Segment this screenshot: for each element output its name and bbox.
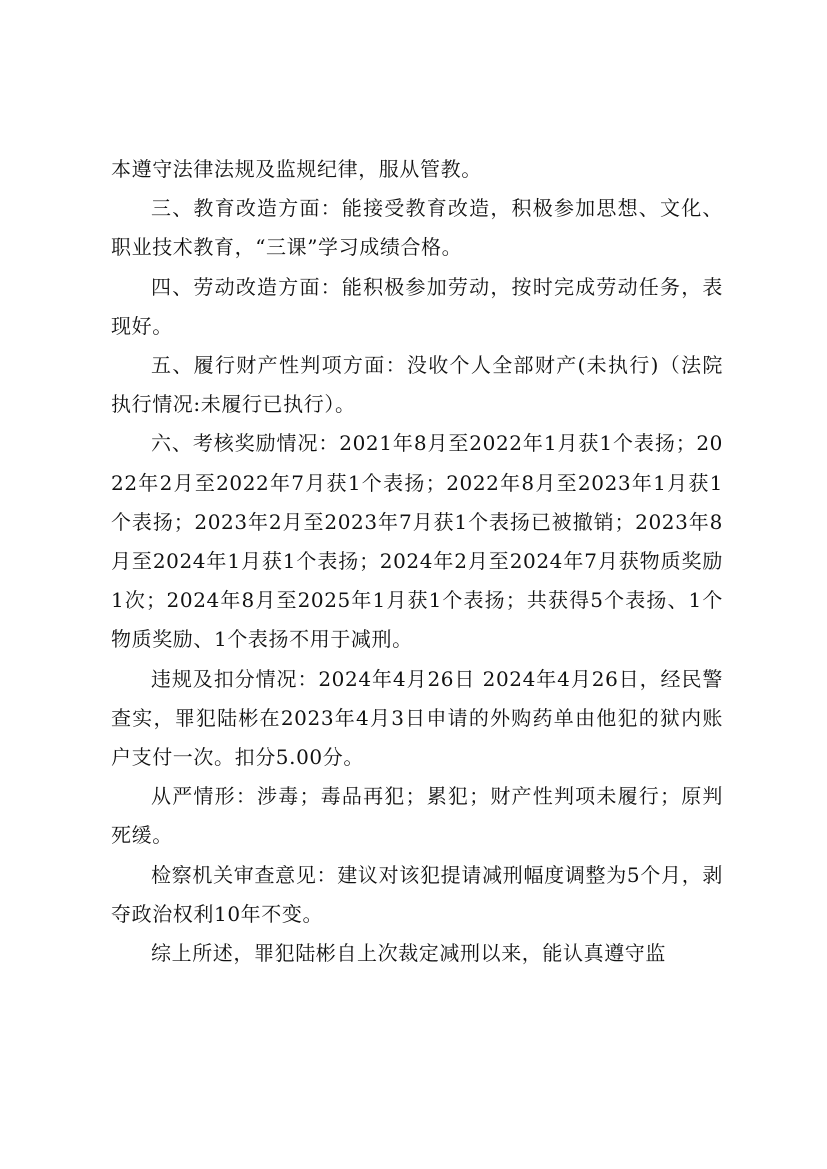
paragraph-rewards: 六、考核奖励情况：2021年8月至2022年1月获1个表扬；2022年2月至2022年7月获1个表扬；2022年8月至2023年1月获1个表扬；2023年2月至2023年7月获1个表扬已被撤销；2023年8月至2024年1月获1个表扬；2024年2月至2024年7月获物质奖励1次；2024年8月至2025年1月获1个表扬；共获得5个表扬、1个物质奖励、1个表扬不用于减刑。	[111, 431, 723, 652]
paragraph-summary: 综上所述，罪犯陆彬自上次裁定减刑以来，能认真遵守监	[151, 941, 666, 966]
paragraph-education-reform: 三、教育改造方面：能接受教育改造，积极参加思想、文化、职业技术教育，“三课”学习成绩合格。	[111, 196, 723, 260]
paragraph-labor-reform: 四、劳动改造方面：能积极参加劳动，按时完成劳动任务，表现好。	[111, 274, 723, 338]
paragraph-compliance-continuation: 本遵守法律法规及监规纪律，服从管教。	[111, 157, 482, 181]
paragraph-property-judgment: 五、履行财产性判项方面：没收个人全部财产(未执行)（法院执行情况:未履行已执行）。	[111, 353, 723, 417]
paragraph-procuratorate-opinion: 检察机关审查意见：建议对该犯提请减刑幅度调整为5个月，剥夺政治权利10年不变。	[111, 862, 723, 926]
paragraph-violations: 违规及扣分情况：2024年4月26日 2024年4月26日，经民警查实，罪犯陆彬在2023年4月3日申请的外购药单由他犯的狱内账户支付一次。扣分5.00分。	[111, 666, 723, 770]
paragraph-strict-circumstances: 从严情形：涉毒；毒品再犯；累犯；财产性判项未履行；原判死缓。	[111, 784, 723, 848]
document-body	[111, 150, 723, 973]
